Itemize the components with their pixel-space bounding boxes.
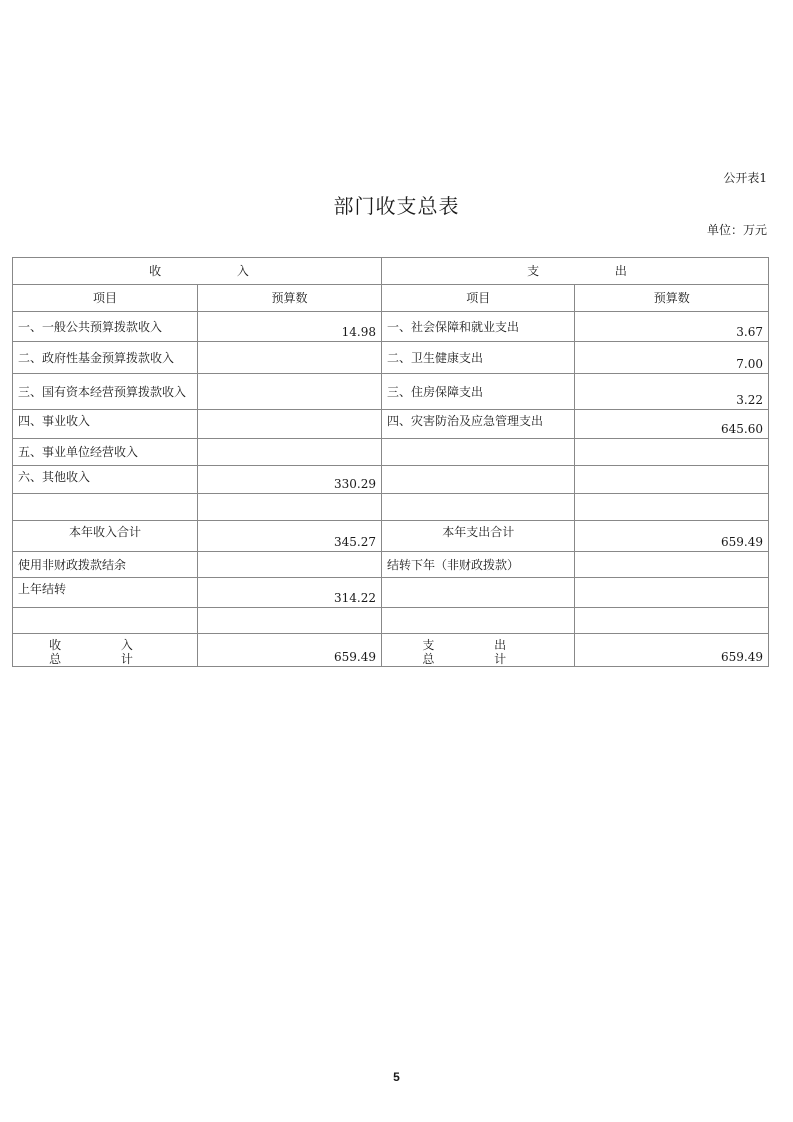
- income-item: 五、事业单位经营收入: [13, 439, 198, 466]
- income-item: [13, 608, 198, 634]
- table-row: [13, 374, 769, 410]
- expense-item: [382, 578, 575, 608]
- table-row: [13, 578, 769, 608]
- expense-item-header: 项目: [382, 285, 575, 312]
- budget-summary-table: [12, 257, 769, 667]
- income-value: [198, 494, 382, 521]
- expense-budget-header: 预算数: [575, 285, 769, 312]
- table-row: [13, 439, 769, 466]
- expense-value: [575, 608, 769, 634]
- income-value: [198, 439, 382, 466]
- expense-value: 3.22: [575, 374, 769, 410]
- expense-item: 一、社会保障和就业支出: [382, 312, 575, 342]
- page-number: 5: [393, 1070, 400, 1084]
- table-row: [13, 608, 769, 634]
- income-item: [13, 494, 198, 521]
- expense-total-label: 支 出 总 计: [382, 634, 575, 667]
- income-budget-header: 预算数: [198, 285, 382, 312]
- table-row: [13, 634, 769, 667]
- expense-value: 645.60: [575, 410, 769, 439]
- expense-value: [575, 466, 769, 494]
- unit-label: 单位：万元: [706, 223, 767, 237]
- income-subtotal-value: 345.27: [198, 521, 382, 552]
- expense-item: 结转下年（非财政拨款）: [382, 552, 575, 578]
- income-section-header: 收 入: [13, 258, 382, 285]
- expense-item: 三、住房保障支出: [382, 374, 575, 410]
- income-value: [198, 552, 382, 578]
- expense-value: [575, 578, 769, 608]
- table-row: [13, 494, 769, 521]
- income-subtotal-label: 本年收入合计: [13, 521, 198, 552]
- income-value: 330.29: [198, 466, 382, 494]
- expense-value: [575, 494, 769, 521]
- table-row: [13, 410, 769, 439]
- expense-value: [575, 552, 769, 578]
- table-number: 公开表1: [723, 171, 767, 185]
- income-value: 14.98: [198, 312, 382, 342]
- income-value: [198, 342, 382, 374]
- table-row: [13, 312, 769, 342]
- income-item: 一、一般公共预算拨款收入: [13, 312, 198, 342]
- income-item-header: 项目: [13, 285, 198, 312]
- table-row: [13, 466, 769, 494]
- income-item: 四、事业收入: [13, 410, 198, 439]
- expense-item: [382, 439, 575, 466]
- expense-item: 四、灾害防治及应急管理支出: [382, 410, 575, 439]
- income-total-value: 659.49: [198, 634, 382, 667]
- income-total-label: 收 入 总 计: [13, 634, 198, 667]
- expense-item: [382, 608, 575, 634]
- column-header-row: [13, 285, 769, 312]
- expense-value: [575, 439, 769, 466]
- income-item: 六、其他收入: [13, 466, 198, 494]
- income-item: 二、政府性基金预算拨款收入: [13, 342, 198, 374]
- income-item: 上年结转: [13, 578, 198, 608]
- expense-subtotal-label: 本年支出合计: [382, 521, 575, 552]
- income-value: [198, 608, 382, 634]
- expense-item: [382, 466, 575, 494]
- table-row: [13, 521, 769, 552]
- expense-total-value: 659.49: [575, 634, 769, 667]
- expense-value: 7.00: [575, 342, 769, 374]
- expense-item: [382, 494, 575, 521]
- income-item: 使用非财政拨款结余: [13, 552, 198, 578]
- section-header-row: [13, 258, 769, 285]
- expense-item: 二、卫生健康支出: [382, 342, 575, 374]
- income-item: 三、国有资本经营预算拨款收入: [13, 374, 198, 410]
- expense-section-header: 支 出: [382, 258, 769, 285]
- expense-value: 3.67: [575, 312, 769, 342]
- income-value: [198, 410, 382, 439]
- income-value: 314.22: [198, 578, 382, 608]
- income-value: [198, 374, 382, 410]
- page-title: 部门收支总表: [333, 194, 460, 218]
- table-row: [13, 342, 769, 374]
- table-row: [13, 552, 769, 578]
- expense-subtotal-value: 659.49: [575, 521, 769, 552]
